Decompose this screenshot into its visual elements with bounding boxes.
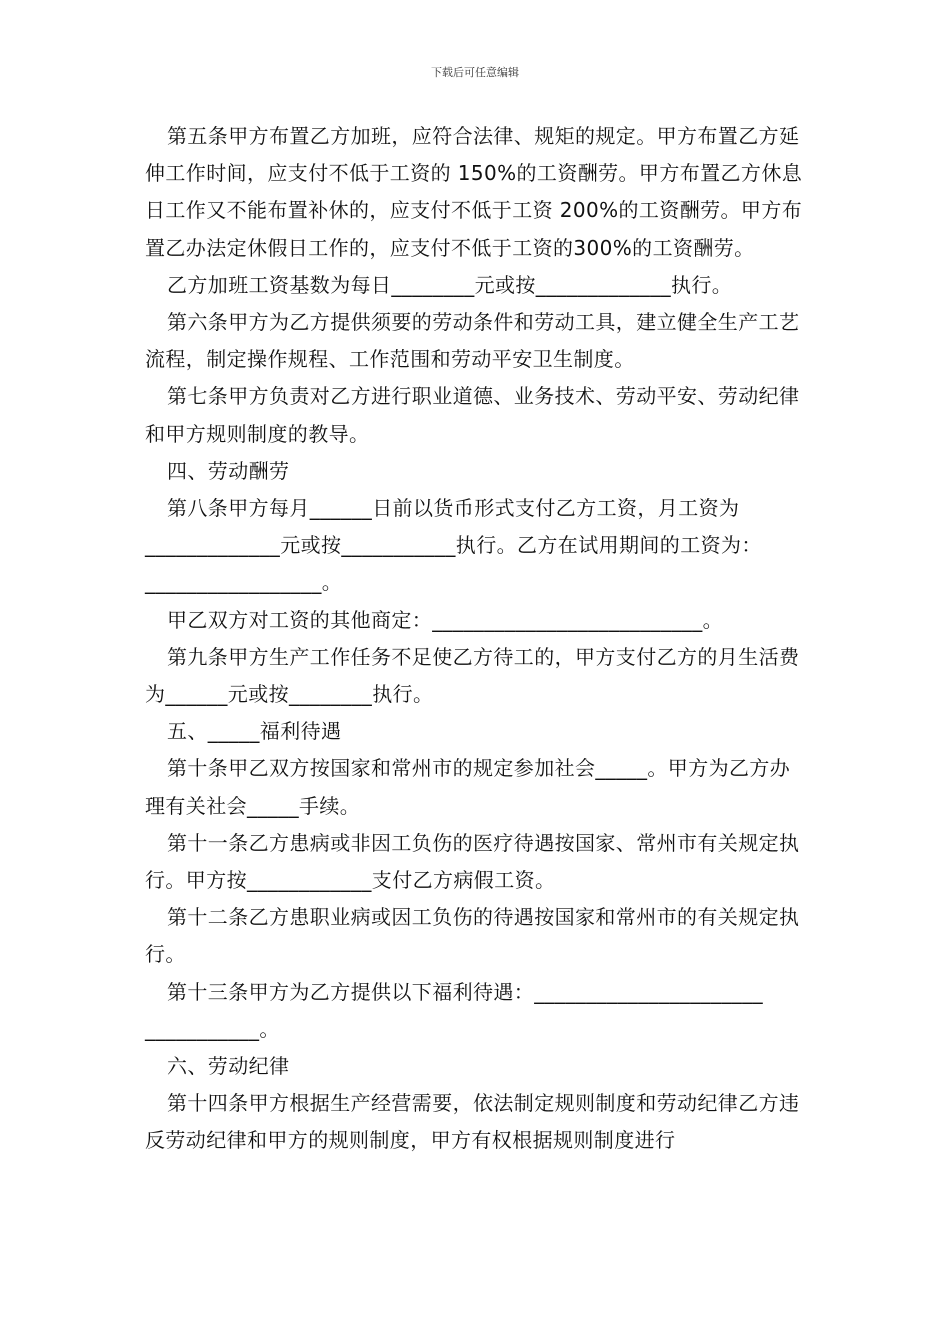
clause-11-paragraph: 第十一条乙方患病或非因工负伤的医疗待遇按国家、常州市有关规定执行。甲方按____________支付乙方病假工资。: [145, 830, 800, 893]
section-4-heading: 四、劳动酬劳: [167, 458, 290, 483]
clause-14-paragraph: 第十四条甲方根据生产经营需要，依法制定规则制度和劳动纪律乙方违反劳动纪律和甲方的规则制度，甲方有权根据规则制度进行: [145, 1091, 800, 1153]
clause-13-paragraph: 第十三条甲方为乙方提供以下福利待遇：______________________ ___________。: [145, 979, 763, 1041]
clause-10-paragraph: 第十条甲乙双方按国家和常州市的规定参加社会_____。甲方为乙方办理有关社会_____手续。: [145, 756, 791, 818]
wage-other-agreement-paragraph: 甲乙双方对工资的其他商定：__________________________。: [167, 607, 723, 632]
section-6-heading: 六、劳动纪律: [167, 1054, 290, 1079]
overtime-base-paragraph: 乙方加班工资基数为每日________元或按_____________执行。: [167, 272, 733, 297]
section-5-heading: 五、_____福利待遇: [167, 719, 342, 744]
clause-6-paragraph: 第六条甲方为乙方提供须要的劳动条件和劳动工具，建立健全生产工艺流程，制定操作规程、工作范围和劳动平安卫生制度。: [145, 310, 800, 372]
clause-7-paragraph: 第七条甲方负责对乙方进行职业道德、业务技术、劳动平安、劳动纪律和甲方规则制度的教导。: [145, 384, 800, 446]
clause-8-paragraph: 第八条甲方每月______日前以货币形式支付乙方工资，月工资为_____________元或按___________执行。乙方在试用期间的工资为：_________________。: [145, 496, 762, 595]
document-body: [145, 118, 810, 1160]
clause-9-paragraph: 第九条甲方生产工作任务不足使乙方待工的，甲方支付乙方的月生活费为______元或按________执行。: [145, 644, 800, 707]
page-header: 下载后可任意编辑: [431, 66, 519, 79]
clause-5-paragraph: 第五条甲方布置乙方加班，应符合法律、规矩的规定。甲方布置乙方延伸工作时间，应支付不低于工资的 150%的工资酬劳。甲方布置乙方休息日工作又不能布置补休的，应支付不低于工资 200%的工资酬劳。甲方布置乙办法定休假日工作的，应支付不低于工资的300%的工资酬劳。: [145, 124, 803, 260]
clause-12-paragraph: 第十二条乙方患职业病或因工负伤的待遇按国家和常州市的有关规定执行。: [145, 905, 800, 967]
